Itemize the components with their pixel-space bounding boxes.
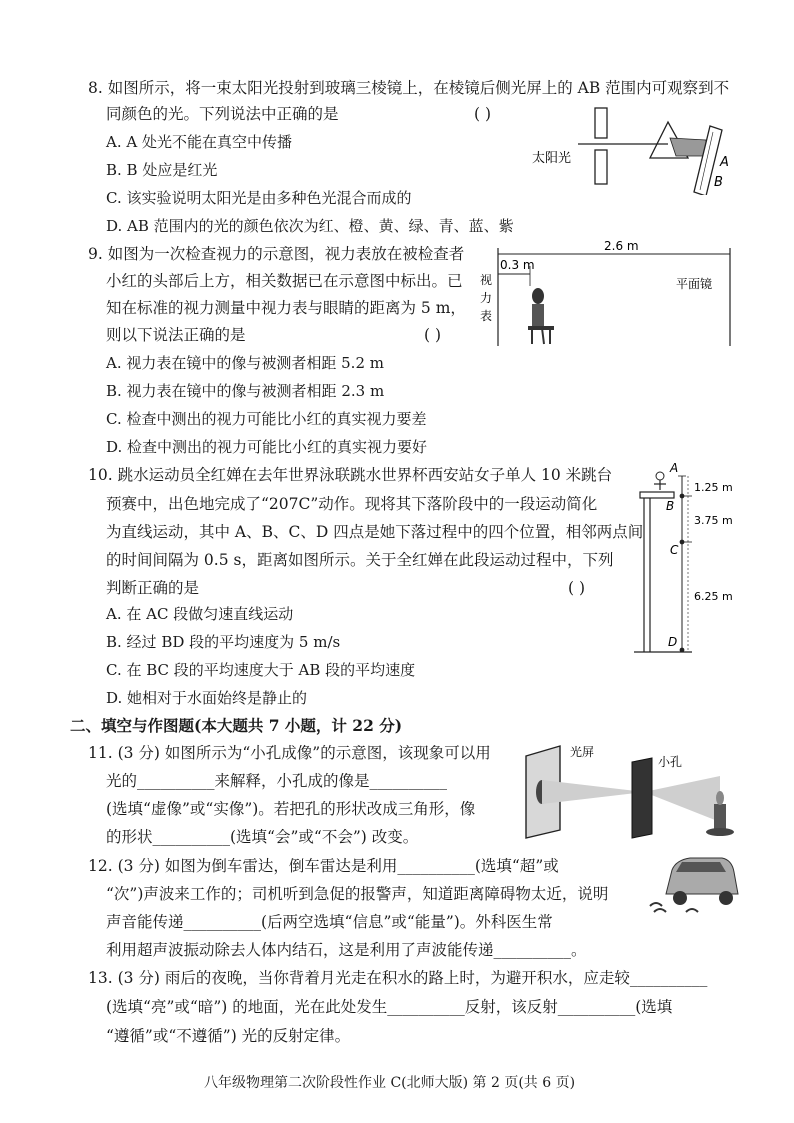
hole-label: 小孔 [658, 755, 683, 769]
car-wheel-front [719, 891, 733, 905]
q9-option-d: D. 检查中测出的视力可能比小红的真实视力要好 [106, 438, 428, 456]
label-c: C [670, 543, 679, 557]
q10-answer-paren: ( ) [568, 579, 586, 597]
label-a: A [720, 155, 729, 170]
chart-label-1: 视 [480, 273, 493, 287]
sunlight-label: 太阳光 [532, 151, 572, 166]
q10-stem-line-3: 为直线运动，其中 A、B、C、D 四点是她下落过程中的四个位置，相邻两点间 [106, 523, 644, 541]
eye-test-figure [474, 236, 744, 352]
pinhole-figure [520, 742, 742, 840]
q13-stem-line-1: 13. (3 分) 雨后的夜晚，当你背着月光走在积水的路上时，为避开积水，应走较__________ [88, 969, 708, 987]
chart-label-3: 表 [480, 309, 493, 323]
mirror-label: 平面镜 [676, 277, 713, 291]
label-d: D [668, 635, 678, 649]
point-d [680, 648, 685, 653]
diving-figure [626, 462, 744, 656]
radar-wave-1 [650, 903, 662, 906]
screen-label: 光屏 [570, 745, 595, 759]
q11-stem-line-4: 的形状__________(选填“会”或“不会”) 改变。 [106, 828, 419, 846]
q8-option-d: D. AB 范围内的光的颜色依次为红、橙、黄、绿、青、蓝、紫 [106, 217, 514, 235]
chart-label-2: 力 [480, 291, 493, 305]
q9-answer-paren: ( ) [424, 326, 442, 344]
label-b: B [666, 499, 675, 513]
distance-ab: 1.25 m [694, 481, 733, 494]
q10-stem-line-1: 10. 跳水运动员全红婵在去年世界泳联跳水世界杯西安站女子单人 10 米跳台 [88, 466, 613, 484]
candle-flame [716, 791, 724, 805]
distance-total-label: 2.6 m [604, 239, 639, 253]
q10-option-d: D. 她相对于水面始终是静止的 [106, 689, 308, 707]
q13-stem-line-2: (选填“亮”或“暗”) 的地面，光在此处发生__________反射，该反射__________(选填 [106, 998, 673, 1016]
reversing-car-figure [646, 848, 742, 918]
seated-person-icon [528, 288, 554, 344]
q12-stem-line-4: 利用超声波振动除去人体内结石，这是利用了声波能传递__________。 [106, 941, 587, 959]
pinhole-board [632, 758, 652, 838]
q10-option-b: B. 经过 BD 段的平均速度为 5 m/s [106, 633, 341, 651]
q9-option-b: B. 视力表在镜中的像与被测者相距 2.3 m [106, 382, 385, 400]
q10-stem-line-4: 的时间间隔为 0.5 s，距离如图所示。关于全红婵在此段运动过程中，下列 [106, 551, 614, 569]
q13-stem-line-3: “遵循”或“不遵循”) 光的反射定律。 [106, 1027, 351, 1045]
slit-plate-top [595, 108, 607, 138]
q10-stem-line-2: 预赛中，出色地完成了“207C”动作。现将其下落阶段中的一段运动简化 [106, 495, 598, 513]
diver-icon [654, 472, 666, 490]
q8-stem-line-2: 同颜色的光。下列说法中正确的是 [106, 105, 339, 123]
q8-answer-paren: ( ) [474, 105, 492, 123]
q10-option-c: C. 在 BC 段的平均速度大于 AB 段的平均速度 [106, 661, 416, 679]
label-b: B [714, 175, 723, 190]
light-cone-right [644, 776, 720, 822]
q12-stem-line-2: “次”)声波来工作的；司机听到急促的报警声，知道距离障碍物太近，说明 [106, 885, 609, 903]
candle-holder [706, 828, 734, 836]
car-wheel-rear [673, 891, 687, 905]
distance-cd: 6.25 m [694, 590, 733, 603]
slit-plate-bottom [595, 150, 607, 184]
q10-stem-line-5: 判断正确的是 [106, 579, 200, 597]
q9-stem-line-2: 小红的头部后上方，相关数据已在示意图中标出。已 [106, 272, 463, 290]
light-cone-left [542, 780, 644, 804]
distance-small-label: 0.3 m [500, 258, 535, 272]
q11-stem-line-3: (选填“虚像”或“实像”)。若把孔的形状改成三角形，像 [106, 800, 476, 818]
dispersed-beam [670, 138, 706, 156]
page-footer: 八年级物理第二次阶段性作业 C(北师大版) 第 2 页(共 6 页) [204, 1075, 576, 1091]
point-c [680, 540, 685, 545]
diving-platform [640, 492, 674, 498]
q9-option-c: C. 检查中测出的视力可能比小红的真实视力要差 [106, 410, 427, 428]
q9-option-a: A. 视力表在镜中的像与被测者相距 5.2 m [106, 354, 384, 372]
prism-figure [526, 100, 746, 195]
q8-stem-line-1: 8. 如图所示，将一束太阳光投射到玻璃三棱镜上，在棱镜后侧光屏上的 AB 范围内可观察到不 [88, 79, 730, 97]
point-b [680, 494, 685, 499]
label-a: A [670, 462, 679, 475]
q12-stem-line-1: 12. (3 分) 如图为倒车雷达，倒车雷达是利用__________(选填“超”或 [88, 857, 559, 875]
q9-stem-line-3: 知在标准的视力测量中视力表与眼睛的距离为 5 m， [106, 299, 466, 317]
radar-wave-3 [686, 909, 698, 912]
radar-wave-2 [654, 909, 666, 912]
q9-stem-line-1: 9. 如图为一次检查视力的示意图，视力表放在被检查者 [88, 245, 465, 263]
q10-option-a: A. 在 AC 段做匀速直线运动 [106, 605, 294, 623]
car-window [676, 862, 726, 872]
distance-bc: 3.75 m [694, 514, 733, 527]
q12-stem-line-3: 声音能传递__________(后两空选填“信息”或“能量”)。外科医生常 [106, 913, 553, 931]
candle [714, 804, 726, 830]
q8-option-c: C. 该实验说明太阳光是由多种色光混合而成的 [106, 189, 412, 207]
q8-option-b: B. B 处应是红光 [106, 161, 218, 179]
q8-option-a: A. A 处光不能在真空中传播 [106, 133, 292, 151]
q9-stem-line-4: 则以下说法正确的是 [106, 326, 246, 344]
section-2-heading: 二、填空与作图题(本大题共 7 小题，计 22 分) [70, 716, 403, 735]
q11-stem-line-2: 光的__________来解释，小孔成的像是__________ [106, 772, 448, 790]
q11-stem-line-1: 11. (3 分) 如图所示为“小孔成像”的示意图，该现象可以用 [88, 744, 491, 762]
